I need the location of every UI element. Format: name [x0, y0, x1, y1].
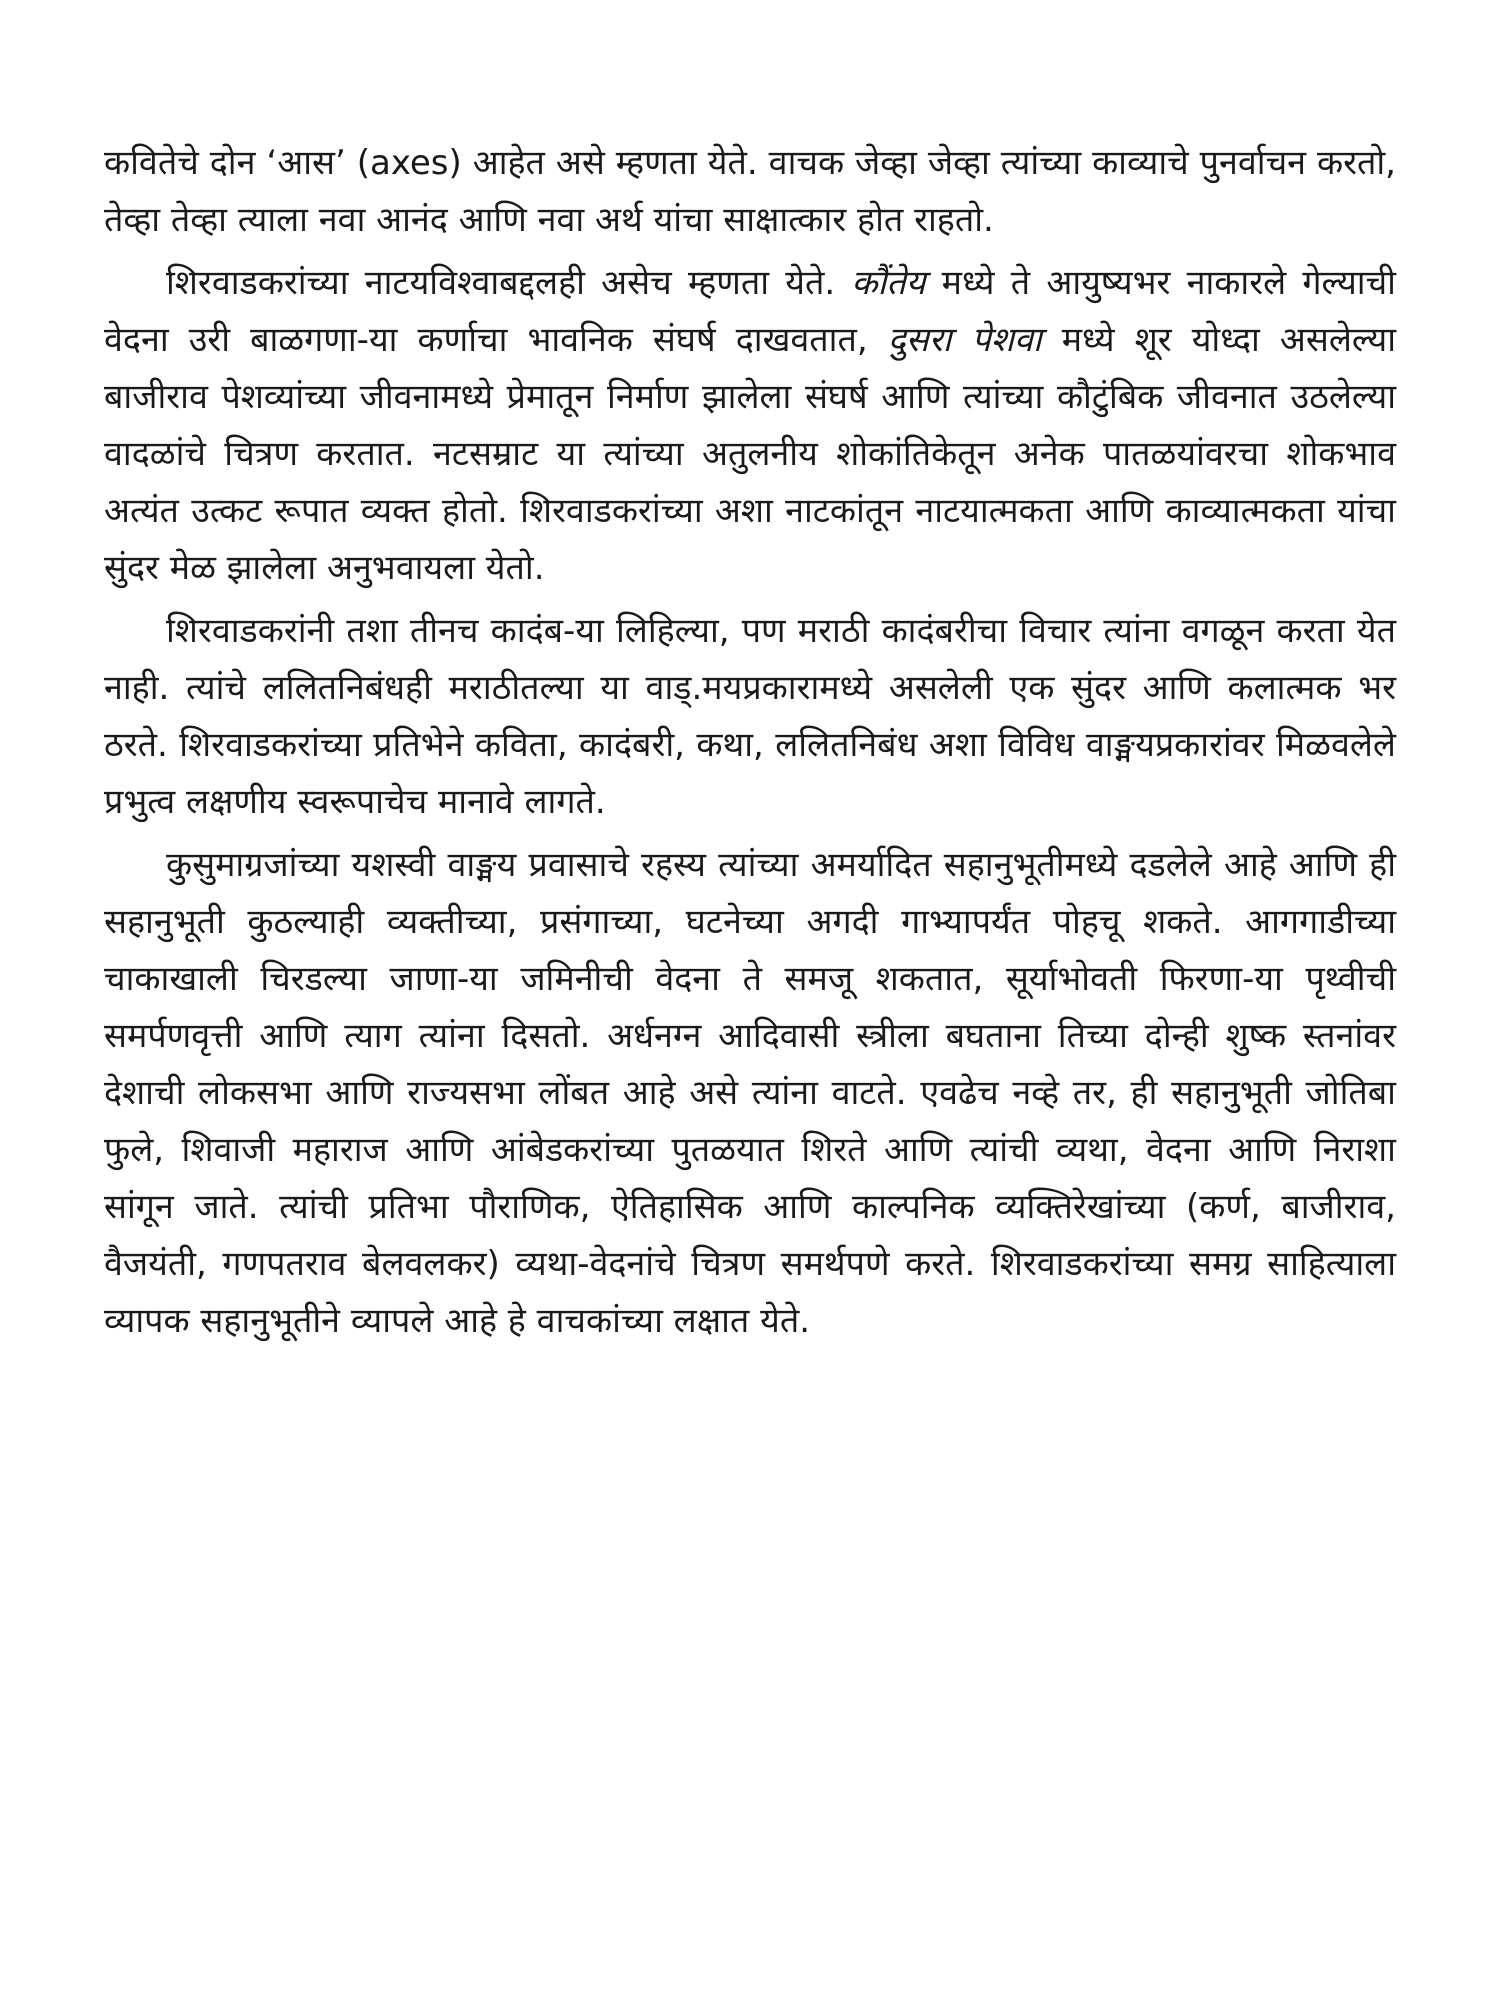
paragraph-4-text: कुसुमाग्रजांच्या यशस्वी वाङ्मय प्रवासाचे रहस्य त्यांच्या अमर्यादित सहानुभूतीमध्ये दडलेले आहे आणि ही सहानुभूती कुठल्याही व्यक्तीच्या, प्रसंगाच्या, घटनेच्या अगदी गाभ्यापर्यंत पोहचू शकते. आगगाडीच्या चाकाखाली चिरडल्या जाणा-या जमिनीची वेदना ते समजू शकतात, सूर्याभोवती फिरणा-या पृथ्वीची समर्पणवृत्ती आणि त्याग त्यांना दिसतो. अर्धनग्न आदिवासी स्त्रीला बघताना तिच्या दोन्ही शुष्क स्तनांवर देशाची लोकसभा आणि राज्यसभा लोंबत आहे असे त्यांना वाटते. एवढेच नव्हे तर, ही सहानुभूती जोतिबा फुले, शिवाजी महाराज आणि आंबेडकरांच्या पुतळयात शिरते आणि त्यांची व्यथा, वेदना आणि निराशा सांगून जाते. त्यांची प्रतिभा पौराणिक, ऐतिहासिक आणि काल्पनिक व्यक्तिरेखांच्या (कर्ण, बाजीराव, वैजयंती, गणपतराव बेलवलकर) व्यथा-वेदनांचे चित्रण समर्थपणे करते. शिरवाडकरांच्या समग्र साहित्याला व्यापक सहानुभूतीने व्यापले आहे हे वाचकांच्या लक्षात येते. — [104, 845, 1396, 1341]
paragraph-4 — [104, 837, 1396, 1350]
paragraph-3 — [104, 603, 1396, 831]
paragraph-2-text-a: शिरवाडकरांच्या नाटयविश्वाबद्दलही असेच म्हणता येते. — [166, 263, 852, 303]
paragraph-1-text: कवितेचे दोन ‘आस’ (axes) आहेत असे म्हणता येते. वाचक जेव्हा जेव्हा त्यांच्या काव्याचे पुनर्वाचन करतो, तेव्हा तेव्हा त्याला नवा आनंद आणि नवा अर्थ यांचा साक्षात्कार होत राहतो. — [104, 143, 1396, 240]
play-title-kaunteya: कौंतेय — [851, 263, 926, 303]
paragraph-3-text: शिरवाडकरांनी तशा तीनच कादंब-या लिहिल्या, पण मराठी कादंबरीचा विचार त्यांना वगळून करता येत नाही. त्यांचे ललितनिबंधही मराठीतल्या या वाड्.मयप्रकारामध्ये असलेली एक सुंदर आणि कलात्मक भर ठरते. शिरवाडकरांच्या प्रतिभेने कविता, कादंबरी, कथा, ललितनिबंध अशा विविध वाङ्मयप्रकारांवर मिळवलेले प्रभुत्व लक्षणीय स्वरूपाचेच मानावे लागते. — [104, 611, 1396, 822]
document-page — [104, 135, 1396, 1955]
paragraph-2-text-c: मध्ये शूर योध्दा असलेल्या बाजीराव पेशव्यांच्या जीवनामध्ये प्रेमातून निर्माण झालेला संघर्ष आणि त्यांच्या कौटुंबिक जीवनात उठलेल्या वादळांचे चित्रण करतात. नटसम्राट या त्यांच्या अतुलनीय शोकांतिकेतून अनेक पातळयांवरचा शोकभाव अत्यंत उत्कट रूपात व्यक्त होतो. शिरवाडकरांच्या अशा नाटकांतून नाटयात्मकता आणि काव्यात्मकता यांचा सुंदर मेळ झालेला अनुभवायला येतो. — [104, 320, 1396, 588]
paragraph-2-text-b: मध्ये ते आयुष्यभर नाकारले गेल्याची वेदना उरी बाळगणा-या कर्णाचा भावनिक संघर्ष दाखवतात, — [104, 263, 1396, 360]
play-title-dusra-peshwa: दुसरा पेशवा — [887, 320, 1042, 360]
paragraph-2 — [104, 255, 1396, 597]
paragraph-1 — [104, 135, 1396, 249]
